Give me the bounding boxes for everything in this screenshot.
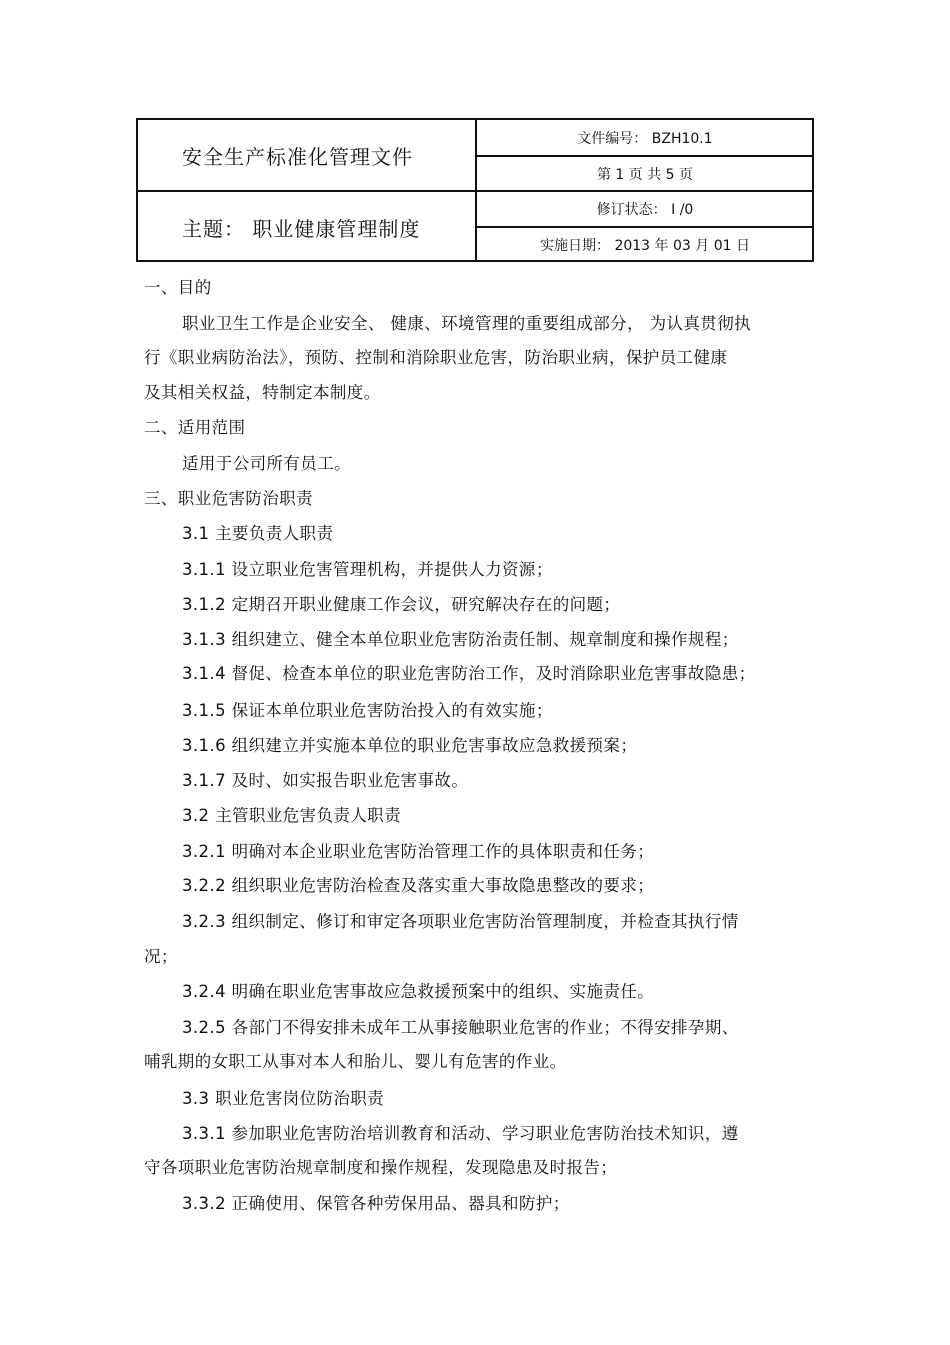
subsection-heading: 3.2 主管职业危害负责人职责 — [182, 806, 401, 825]
clause-line-continuation: 况； — [144, 947, 178, 966]
clause-line: 3.1.2 定期召开职业健康工作会议，研究解决存在的问题； — [182, 595, 621, 614]
clause-line: 3.2.2 组织职业危害防治检查及落实重大事故隐患整改的要求； — [182, 876, 655, 895]
section-heading-duties: 三、职业危害防治职责 — [144, 489, 313, 508]
clause-line: 3.2.4 明确在职业危害事故应急救援预案中的组织、实施责任。 — [182, 982, 655, 1001]
clause-line: 3.3.2 正确使用、保管各种劳保用品、器具和防护； — [182, 1194, 570, 1213]
clause-line: 3.3.1 参加职业危害防治培训教育和活动、学习职业危害防治技术知识，遵 — [182, 1124, 739, 1143]
clause-line: 3.2.1 明确对本企业职业危害防治管理工作的具体职责和任务； — [182, 842, 655, 861]
clause-line: 3.1.4 督促、检查本单位的职业危害防治工作，及时消除职业危害事故隐患； — [182, 664, 756, 683]
page-info: 第 1 页 共 5 页 — [596, 166, 694, 183]
clause-line: 3.1.5 保证本单位职业危害防治投入的有效实施； — [182, 701, 553, 720]
clause-line: 3.1.1 设立职业危害管理机构，并提供人力资源； — [182, 560, 553, 579]
paragraph-line: 行《职业病防治法》，预防、控制和消除职业危害，防治职业病，保护员工健康 — [144, 348, 728, 367]
section-heading-purpose: 一、目的 — [144, 278, 212, 297]
document-header-table — [136, 118, 814, 262]
clause-line-continuation: 守各项职业危害防治规章制度和操作规程，发现隐患及时报告； — [144, 1158, 618, 1177]
revision-status: 修订状态： I /0 — [596, 202, 694, 218]
clause-line: 3.1.3 组织建立、健全本单位职业危害防治责任制、规章制度和操作规程； — [182, 630, 739, 649]
clause-line-continuation: 哺乳期的女职工从事对本人和胎儿、婴儿有危害的作业。 — [144, 1052, 567, 1071]
clause-line: 3.2.5 各部门不得安排未成年工从事接触职业危害的作业；不得安排孕期、 — [182, 1018, 739, 1037]
paragraph-line: 适用于公司所有员工。 — [182, 454, 351, 473]
document-title: 安全生产标准化管理文件 — [182, 144, 413, 169]
section-heading-scope: 二、适用范围 — [144, 418, 246, 437]
subsection-heading: 3.3 职业危害岗位防治职责 — [182, 1089, 385, 1108]
document-number: 文件编号： BZH10.1 — [577, 130, 713, 147]
clause-line: 3.1.6 组织建立并实施本单位的职业危害事故应急救援预案； — [182, 736, 638, 755]
clause-line: 3.2.3 组织制定、修订和审定各项职业危害防治管理制度，并检查其执行情 — [182, 912, 739, 931]
effective-date: 实施日期： 2013 年 03 月 01 日 — [540, 238, 750, 254]
paragraph-line: 职业卫生工作是企业安全、 健康、环境管理的重要组成部分， 为认真贯彻执 — [182, 314, 751, 333]
paragraph-line: 及其相关权益，特制定本制度。 — [144, 383, 381, 402]
document-subject: 主题： 职业健康管理制度 — [182, 216, 421, 241]
clause-line: 3.1.7 及时、如实报告职业危害事故。 — [182, 771, 469, 790]
subsection-heading: 3.1 主要负责人职责 — [182, 524, 334, 543]
